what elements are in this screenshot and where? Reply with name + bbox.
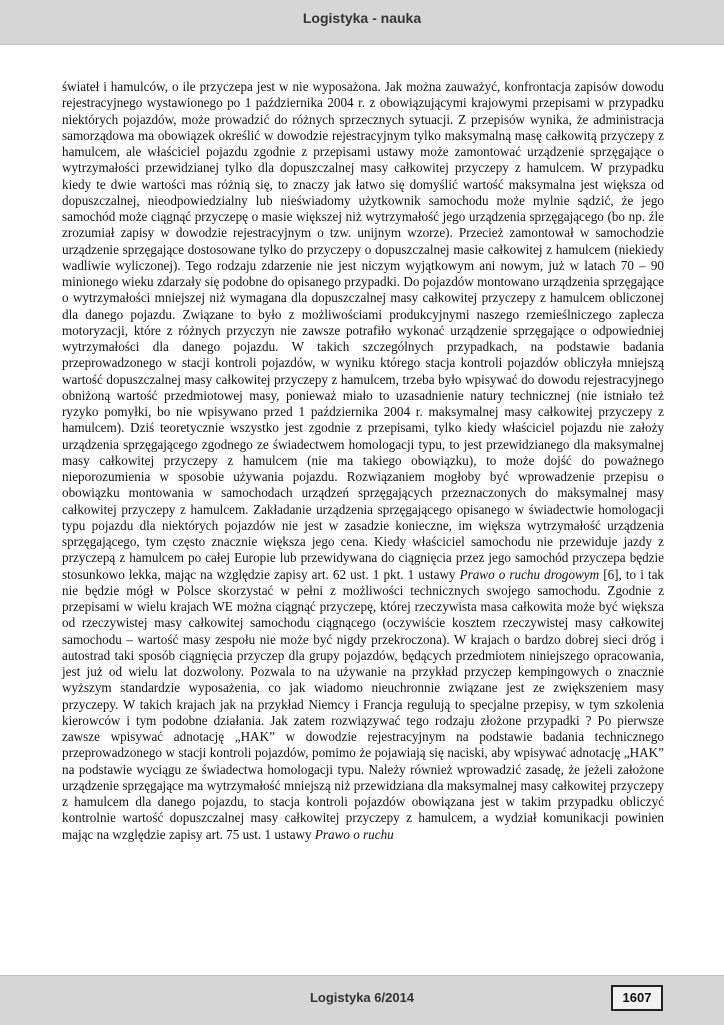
footer-journal: Logistyka 6/2014	[309, 990, 415, 1005]
page-number-box: 1607	[611, 985, 663, 1011]
cited-act-title: Prawo o ruchu drogowym	[459, 566, 600, 582]
page-header-title: Logistyka - nauka	[302, 10, 422, 26]
body-text-continued: [6], to i tak nie będzie mógł w Polsce skorzystać w pełni z możliwości technicznych swojego samochodu. Zgodnie z przepisami w wielu krajach WE można ciągnąć przyczepę, której rzeczywista masa całkowita może być większa od rzeczywistej masy całkowitej samochodu ciągnącego (oczywiście kosztem rzeczywistej masy całkowitej samochodu – wartość masy zespołu nie może być nigdy przekroczona). W krajach o bardzo dobrej sieci dróg i autostrad taki sposób ciągnięcia przyczep dla grupy pojazdów, będących przedmiotem niniejszego opracowania, jest już od wielu lat dozwolony. Pozwala to na używanie na przykład przyczep kempingowych o znacznie wyższym standardzie wyposażenia, co jak wiadomo nieuchronnie związane jest ze zwiększeniem masy przyczepy. W takich krajach jak na przykład Niemcy i Francja regulują to specjalne przepisy, w tym szkolenia kierowców i tym podobne działania. Jak zatem rozwiązywać tego rodzaju złożone przypadki ? Po pierwsze zawsze wpisywać adnotację „HAK” w dowodzie rejestracyjnym na podstawie badania technicznego przeprowadzonego w stacji kontroli pojazdów, pomimo że pojawiają się naciski, aby wpisywać adnotację „HAK” na podstawie wyciągu ze świadectwa homologacji typu. Należy również wprowadzić zasadę, że jeżeli założone urządzenie sprzęgające ma wytrzymałość mniejszą niż przewidziana dla maksymalnej masy całkowitej przyczepy z hamulcem dla danego pojazdu, to stacja kontroli pojazdów obowiązana jest w takim przypadku obliczyć kontrolnie wartość dopuszczalnej masy całkowitej przyczepy z hamulcem, a wydział komunikacji powinien mając na względzie zapisy art. 75 ust. 1 ustawy	[62, 566, 664, 842]
cited-act-title-end: Prawo o ruchu	[314, 826, 394, 842]
body-text: świateł i hamulców, o ile przyczepa jest w nie wyposażona. Jak można zauważyć, konfrontacja zapisów dowodu rejestracyjnego wystawionego po 1 października 2004 r. z obowiązującymi krajowymi przepisami w przypadku niektórych pojazdów, może prowadzić do różnych sprzecznych sytuacji. Z przepisów wynika, że administracja samorządowa ma obowiązek określić w dowodzie rejestracyjnym tylko maksymalną masę całkowitą przyczepy z hamulcem, ale właściciel pojazdu zgodnie z przepisami ustawy może zamontować urządzenie sprzęgające o wytrzymałości przewidzianej tylko dla dopuszczalnej masy całkowitej przyczepy z hamulcem. W przypadku kiedy te dwie wartości mas różnią się, to znaczy jak łatwo się domyślić wartość maksymalna jest większa od dopuszczalnej, nieodpowiedzialny lub nieświadomy użytkownik samochodu może mylnie sądzić, że jego samochód może ciągnąć przyczepę o masie większej niż wytrzymałość jego urządzenia sprzęgającego (bo np. źle zrozumiał zapisy w dowodzie rejestracyjnym o tzw. unijnym wzorze). Przecież zamontował w samochodzie urządzenie sprzęgające dostosowane tylko do przyczepy o dopuszczalnej masie całkowitej z hamulcem (niekiedy wadliwie wyliczonej). Tego rodzaju zdarzenie nie jest niczym wyjątkowym ani nowym, już w latach 70 – 90 minionego wieku zdarzały się podobne do opisanego przypadki. Do pojazdów montowano urządzenia sprzęgające o wytrzymałości mniejszej niż wymagana dla dopuszczalnej masy całkowitej przyczepy z hamulcem obliczonej dla danego pojazdu. Związane to było z możliwościami produkcyjnymi naszego rzemieślniczego zaplecza motoryzacji, które z różnych przyczyn nie zawsze potrafiło wykonać urządzenie sprzęgające o odpowiedniej wytrzymałości dla danego pojazdu. W takich szczególnych przypadkach, na podstawie badania przeprowadzonego w stacji kontroli pojazdów, w wyniku którego stacja kontroli pojazdów obliczyła mniejszą wartość dopuszczalnej masy całkowitej przyczepy z hamulcem, trzeba było wpisywać do dowodu rejestracyjnego obniżoną wartość przedmiotowej masy, ponieważ miało to uzasadnienie natury technicznej (nie istniało też ryzyko pomyłki, bo nie wpisywano przed 1 października 2004 r. maksymalnej masy całkowitej przyczepy z hamulcem). Dziś teoretycznie wszystko jest zgodnie z przepisami, tylko kiedy właściciel pojazdu nie założy urządzenia sprzęgającego zgodnego ze świadectwem homologacji typu, to jest przewidzianego dla maksymalnej masy całkowitej przyczepy z hamulcem (nie ma takiego obowiązku), to może dojść do poważnego nieporozumienia w sposobie używania pojazdu. Rozwiązaniem mogłoby być wprowadzenie przepisu o obowiązku montowania w samochodach urządzeń sprzęgających przeznaczonych do maksymalnej masy całkowitej przyczepy z hamulcem. Zakładanie urządzenia sprzęgającego opisanego w świadectwie homologacji typu pojazdu dla niektórych pojazdów nie jest w zasadzie konieczne, im większa wytrzymałość urządzenia sprzęgającego, tym często znacznie większa jego cena. Kiedy właściciel samochodu nie przewiduje jazdy z przyczepą z hamulcem po całej Europie lub przewidywana do ciągnięcia przez jego samochód przyczepa będzie stosunkowo lekka, mając na względzie zapisy art. 62 ust. 1 pkt. 1 ustawy	[62, 79, 664, 582]
article-body	[62, 79, 664, 843]
body-paragraph	[62, 79, 664, 843]
